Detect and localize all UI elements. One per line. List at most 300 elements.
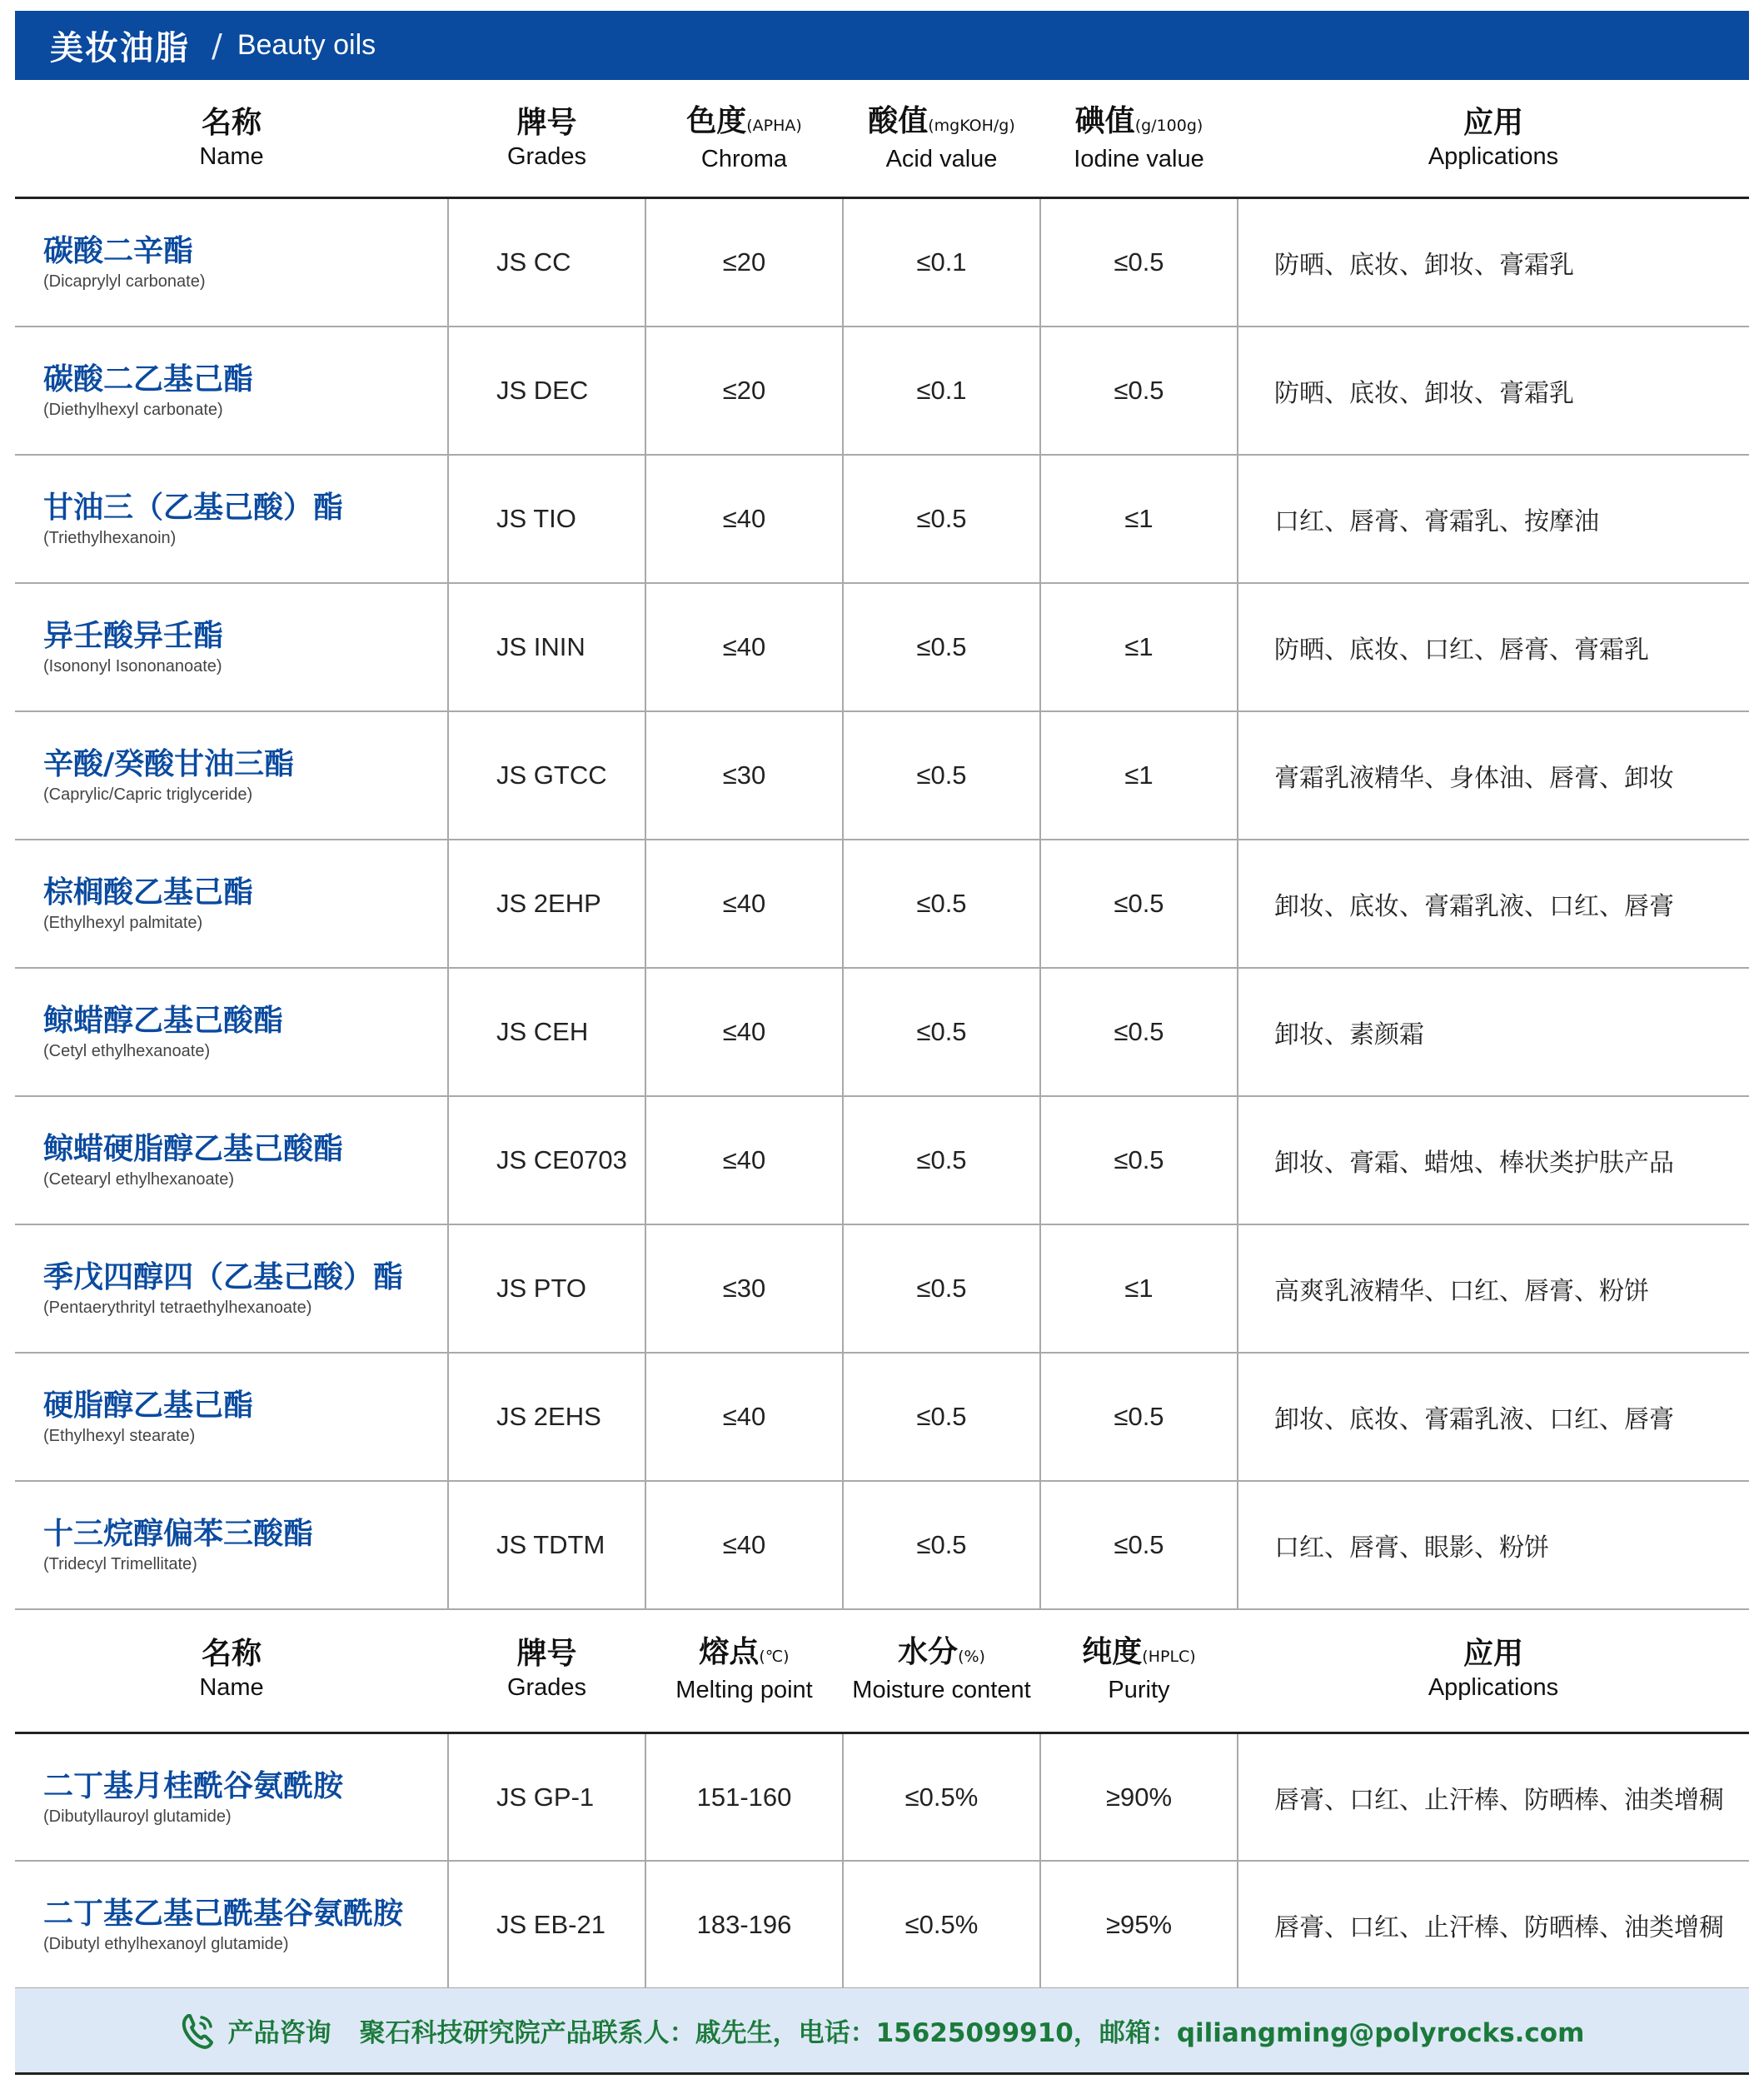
header-en: Acid value	[885, 145, 998, 172]
applications-cell: 卸妆、底妆、膏霜乳液、口红、唇膏	[1274, 892, 1674, 921]
header-en: Name	[199, 1674, 264, 1701]
spec-value: ≤0.5	[1114, 247, 1164, 277]
spec-value: ≤0.5	[916, 1145, 967, 1174]
header-en: Iodine value	[1074, 145, 1204, 172]
column-divider	[447, 1482, 449, 1608]
spec-value-cell	[843, 840, 1040, 967]
product-name-cell	[15, 327, 448, 454]
header-cell	[1040, 80, 1238, 197]
header-zh-text: 牌号	[516, 1637, 577, 1671]
column-divider	[842, 712, 844, 839]
contact-footer	[15, 1988, 1749, 2075]
applications-cell: 高爽乳液精华、口红、唇膏、粉饼	[1274, 1277, 1649, 1306]
product-name-cell	[15, 1097, 448, 1224]
page-banner	[15, 11, 1749, 80]
spec-value: ≤1	[1124, 1274, 1154, 1303]
column-divider	[645, 1482, 646, 1608]
header-en: Applications	[1428, 1674, 1559, 1701]
table-row	[15, 1354, 1749, 1482]
spec-value: ≤30	[722, 1274, 766, 1303]
spec-value-cell	[645, 712, 843, 839]
product-name-en: (Dicaprylyl carbonate)	[43, 272, 206, 291]
product-name-cell	[15, 1225, 448, 1352]
spec-value-cell	[1040, 1482, 1238, 1608]
spec-value: ≤0.5	[916, 1274, 967, 1303]
header-cell	[645, 80, 843, 197]
column-divider	[447, 1225, 449, 1352]
spec-value: ≤0.5	[916, 1402, 967, 1431]
product-name-en: (Tridecyl Trimellitate)	[43, 1555, 197, 1573]
header-en: Grades	[506, 143, 587, 170]
spec-value: ≤40	[722, 889, 766, 918]
column-divider	[447, 1862, 449, 1987]
header-cell	[843, 1607, 1040, 1732]
banner-title-zh: 美妆油脂	[50, 29, 190, 67]
header-zh-text: 牌号	[516, 106, 577, 140]
column-divider	[1237, 712, 1238, 839]
header-zh-text: 酸值	[868, 103, 929, 138]
column-divider	[1039, 1862, 1041, 1987]
product-name-cell	[15, 1354, 448, 1480]
product-name-cell	[15, 584, 448, 710]
header-en: Chroma	[700, 145, 788, 172]
product-name-cell	[15, 1734, 448, 1860]
grade-cell	[448, 1482, 645, 1608]
spec-value: ≤0.5%	[904, 1782, 979, 1812]
spec-value: ≤0.5	[1114, 889, 1164, 918]
product-name-zh: 鲸蜡硬脂醇乙基己酸酯	[43, 1132, 344, 1166]
header-cell	[448, 1607, 645, 1732]
product-name-cell	[15, 199, 448, 326]
column-divider	[1237, 456, 1238, 582]
product-name-zh: 碳酸二乙基己酯	[43, 362, 254, 396]
spec-value-cell	[1040, 969, 1238, 1095]
spec-value-cell	[1040, 199, 1238, 326]
spec-value: ≥95%	[1105, 1909, 1173, 1939]
spec-value-cell	[645, 840, 843, 967]
grade-cell	[448, 712, 645, 839]
header-zh	[202, 105, 262, 142]
column-divider	[842, 1862, 844, 1987]
column-divider	[645, 840, 646, 967]
header-zh-text: 熔点	[699, 1634, 760, 1669]
grade-cell	[448, 1225, 645, 1352]
spec-value: ≥90%	[1105, 1782, 1173, 1812]
spec-value-cell	[843, 584, 1040, 710]
spec-value: ≤0.5	[1114, 1145, 1164, 1174]
column-divider	[447, 712, 449, 839]
banner-title-en: Beauty oils	[237, 29, 376, 61]
column-divider	[1237, 1862, 1238, 1987]
spec-value: ≤20	[722, 376, 766, 405]
column-divider	[842, 1354, 844, 1480]
header-zh-text: 名称	[201, 1637, 262, 1671]
column-divider	[1039, 1482, 1041, 1608]
header-zh	[686, 103, 802, 144]
header-zh	[699, 1634, 789, 1675]
spec-value: ≤40	[722, 1530, 766, 1559]
grade-cell	[448, 327, 645, 454]
spec-value: ≤0.5	[1114, 376, 1164, 405]
banner-separator: /	[212, 27, 222, 64]
spec-value-cell	[1040, 1734, 1238, 1860]
header-zh-text: 水分	[898, 1634, 959, 1669]
product-name-en: (Diethylhexyl carbonate)	[43, 401, 223, 419]
spec-value-cell	[843, 1354, 1040, 1480]
header-unit: (mgKOH/g)	[928, 116, 1015, 135]
column-divider	[447, 969, 449, 1095]
spec-value-cell	[1040, 327, 1238, 454]
table-row	[15, 712, 1749, 840]
header-zh	[898, 1634, 985, 1675]
product-name-en: (Ethylhexyl palmitate)	[43, 914, 203, 932]
spec-value: ≤0.5	[916, 889, 967, 918]
header-zh-text: 应用	[1463, 106, 1523, 140]
column-divider	[1237, 840, 1238, 967]
product-name-en: (Triethylhexanoin)	[43, 529, 177, 547]
header-unit: (g/100g)	[1134, 116, 1203, 135]
column-divider	[645, 199, 646, 326]
product-name-en: (Cetearyl ethylhexanoate)	[43, 1170, 235, 1189]
spec-table-2	[15, 1607, 1749, 1989]
spec-value: ≤0.5	[916, 1530, 967, 1559]
column-divider	[645, 327, 646, 454]
header-en: Purity	[1108, 1676, 1170, 1703]
table-row	[15, 1862, 1749, 1989]
grade-value: JS 2EHS	[496, 1402, 601, 1431]
column-divider	[842, 1097, 844, 1224]
spec-value-cell	[645, 1862, 843, 1987]
grade-value: JS PTO	[496, 1274, 586, 1303]
spec-value-cell	[645, 1354, 843, 1480]
header-cell	[15, 1607, 448, 1732]
column-divider	[1039, 456, 1041, 582]
header-cell	[448, 80, 645, 197]
applications-cell: 卸妆、素颜霜	[1274, 1020, 1424, 1049]
spec-value: ≤0.1	[916, 247, 967, 277]
applications-cell: 卸妆、底妆、膏霜乳液、口红、唇膏	[1274, 1405, 1674, 1434]
product-name-en: (Dibutyllauroyl glutamide)	[43, 1807, 232, 1826]
applications-cell: 口红、唇膏、眼影、粉饼	[1274, 1533, 1549, 1563]
column-divider	[1237, 1225, 1238, 1352]
column-divider	[1039, 1354, 1041, 1480]
column-divider	[447, 456, 449, 582]
column-divider	[1237, 1097, 1238, 1224]
grade-value: JS GTCC	[496, 760, 607, 790]
spec-value: ≤40	[722, 504, 766, 533]
product-name-zh: 季戊四醇四（乙基己酸）酯	[43, 1260, 404, 1294]
spec-value: ≤0.5	[916, 1017, 967, 1046]
header-zh-text: 应用	[1463, 1637, 1523, 1671]
spec-value-cell	[1040, 456, 1238, 582]
header-zh-text: 碘值	[1074, 103, 1135, 138]
column-divider	[1039, 1734, 1041, 1860]
spec-value-cell	[645, 1482, 843, 1608]
product-name-en: (Caprylic/Capric triglyceride)	[43, 785, 253, 804]
column-divider	[842, 456, 844, 582]
header-zh-text: 名称	[201, 106, 262, 140]
product-name-cell	[15, 712, 448, 839]
spec-value: ≤40	[722, 632, 766, 661]
table-row	[15, 1734, 1749, 1862]
header-unit: (HPLC)	[1142, 1647, 1196, 1666]
grade-value: JS TIO	[496, 504, 576, 533]
header-zh	[1082, 1634, 1195, 1675]
product-name-cell	[15, 840, 448, 967]
spec-value: ≤0.5	[916, 632, 967, 661]
grade-value: JS CE0703	[496, 1145, 627, 1174]
product-name-zh: 碳酸二辛酯	[43, 234, 194, 268]
column-divider	[447, 584, 449, 710]
product-name-zh: 甘油三（乙基己酸）酯	[43, 491, 344, 525]
product-name-zh: 棕榈酸乙基己酯	[43, 875, 254, 910]
header-zh-text: 色度	[686, 103, 747, 138]
spec-value-cell	[1040, 1354, 1238, 1480]
footer-contact-text: 聚石科技研究院产品联系人：戚先生，电话：15625099910，邮箱：qiliangming@polyrocks.com	[359, 2018, 1585, 2048]
grade-value: JS 2EHP	[496, 889, 601, 918]
column-divider	[447, 1354, 449, 1480]
product-name-en: (Isononyl Isononanoate)	[43, 657, 222, 676]
column-divider	[645, 1225, 646, 1352]
spec-value-cell	[1040, 840, 1238, 967]
header-cell	[1238, 1607, 1749, 1732]
applications-cell: 防晒、底妆、卸妆、膏霜乳	[1274, 379, 1574, 408]
spec-value-cell	[843, 1734, 1040, 1860]
column-divider	[1039, 1097, 1041, 1224]
product-name-zh: 十三烷醇偏苯三酸酯	[43, 1517, 314, 1551]
grade-value: JS CC	[496, 247, 571, 277]
column-divider	[645, 1097, 646, 1224]
applications-cell: 唇膏、口红、止汗棒、防晒棒、油类增稠	[1274, 1785, 1724, 1815]
spec-value: ≤0.5	[916, 760, 967, 790]
grade-cell	[448, 969, 645, 1095]
spec-value: ≤20	[722, 247, 766, 277]
header-unit: (℃)	[759, 1647, 790, 1666]
column-divider	[1237, 969, 1238, 1095]
column-divider	[1039, 327, 1041, 454]
header-zh	[1463, 1636, 1523, 1673]
grade-value: JS GP-1	[496, 1782, 595, 1812]
product-name-cell	[15, 1862, 448, 1987]
grade-cell	[448, 1734, 645, 1860]
column-divider	[1237, 1354, 1238, 1480]
applications-cell: 唇膏、口红、止汗棒、防晒棒、油类增稠	[1274, 1912, 1724, 1942]
header-en: Moisture content	[852, 1676, 1031, 1703]
table-row	[15, 969, 1749, 1097]
spec-value-cell	[843, 712, 1040, 839]
spec-value-cell	[843, 456, 1040, 582]
grade-cell	[448, 456, 645, 582]
spec-value-cell	[843, 1225, 1040, 1352]
spec-value-cell	[645, 584, 843, 710]
spec-value-cell	[645, 1097, 843, 1224]
applications-cell: 膏霜乳液精华、身体油、唇膏、卸妆	[1274, 764, 1674, 793]
header-cell	[15, 80, 448, 197]
table-row	[15, 327, 1749, 456]
spec-value-cell	[1040, 1225, 1238, 1352]
spec-value-cell	[843, 327, 1040, 454]
spec-value-cell	[843, 969, 1040, 1095]
column-divider	[645, 1734, 646, 1860]
header-zh	[202, 1636, 262, 1673]
header-zh	[868, 103, 1015, 144]
column-divider	[1039, 712, 1041, 839]
column-divider	[842, 327, 844, 454]
spec-table-1	[15, 80, 1749, 1610]
column-divider	[842, 1734, 844, 1860]
grade-cell	[448, 1097, 645, 1224]
spec-value: ≤1	[1124, 760, 1154, 790]
grade-value: JS DEC	[496, 376, 589, 405]
applications-cell: 防晒、底妆、卸妆、膏霜乳	[1274, 251, 1574, 280]
header-cell	[843, 80, 1040, 197]
spec-value: ≤0.1	[916, 376, 967, 405]
spec-value-cell	[645, 199, 843, 326]
spec-value-cell	[843, 1097, 1040, 1224]
header-zh	[516, 105, 576, 142]
spec-value: ≤30	[722, 760, 766, 790]
column-divider	[447, 840, 449, 967]
applications-cell: 卸妆、膏霜、蜡烛、棒状类护肤产品	[1274, 1149, 1674, 1178]
grade-value: JS TDTM	[496, 1530, 605, 1559]
footer-label: 产品咨询	[227, 2018, 331, 2048]
table-row	[15, 840, 1749, 969]
column-divider	[1237, 199, 1238, 326]
header-zh	[1075, 103, 1203, 144]
header-en: Name	[199, 143, 264, 170]
product-name-cell	[15, 456, 448, 582]
column-divider	[447, 327, 449, 454]
table-row	[15, 1482, 1749, 1610]
spec-value-cell	[843, 199, 1040, 326]
product-name-zh: 二丁基月桂酰谷氨酰胺	[43, 1768, 344, 1803]
spec-value: 151-160	[696, 1782, 792, 1812]
header-zh	[516, 1636, 576, 1673]
spec-value: ≤1	[1124, 504, 1154, 533]
column-divider	[645, 456, 646, 582]
column-divider	[447, 199, 449, 326]
applications-cell: 口红、唇膏、膏霜乳、按摩油	[1274, 507, 1599, 536]
column-divider	[645, 969, 646, 1095]
column-divider	[842, 1482, 844, 1608]
column-divider	[842, 584, 844, 710]
header-cell	[645, 1607, 843, 1732]
grade-cell	[448, 584, 645, 710]
product-name-zh: 辛酸/癸酸甘油三酯	[43, 747, 295, 781]
table-row	[15, 1097, 1749, 1225]
spec-value: ≤40	[722, 1017, 766, 1046]
spec-value: ≤0.5	[916, 504, 967, 533]
spec-value-cell	[843, 1482, 1040, 1608]
header-unit: (APHA)	[746, 116, 802, 135]
grade-cell	[448, 199, 645, 326]
grade-cell	[448, 840, 645, 967]
spec-value-cell	[1040, 1862, 1238, 1987]
column-divider	[842, 199, 844, 326]
header-cell	[1238, 80, 1749, 197]
table-row	[15, 1225, 1749, 1354]
spec-value-cell	[645, 1734, 843, 1860]
product-name-en: (Pentaerythrityl tetraethylhexanoate)	[43, 1299, 312, 1317]
grade-value: JS CEH	[496, 1017, 589, 1046]
column-divider	[1039, 584, 1041, 710]
grade-cell	[448, 1862, 645, 1987]
column-divider	[645, 584, 646, 710]
spec-value-cell	[843, 1862, 1040, 1987]
column-divider	[1237, 1734, 1238, 1860]
spec-value-cell	[645, 327, 843, 454]
header-cell	[1040, 1607, 1238, 1732]
product-name-zh: 鲸蜡醇乙基己酸酯	[43, 1004, 284, 1038]
spec-value: ≤1	[1124, 632, 1154, 661]
table-row	[15, 456, 1749, 584]
column-divider	[1237, 584, 1238, 710]
spec-value: ≤40	[722, 1145, 766, 1174]
phone-icon	[180, 2011, 217, 2051]
table-header	[15, 1607, 1749, 1734]
grade-value: JS EB-21	[496, 1909, 605, 1939]
column-divider	[1039, 840, 1041, 967]
product-name-zh: 硬脂醇乙基己酯	[43, 1389, 254, 1423]
spec-value-cell	[645, 969, 843, 1095]
applications-cell: 防晒、底妆、口红、唇膏、膏霜乳	[1274, 636, 1649, 665]
column-divider	[447, 1097, 449, 1224]
spec-value-cell	[1040, 1097, 1238, 1224]
spec-value: ≤0.5	[1114, 1017, 1164, 1046]
spec-value-cell	[645, 1225, 843, 1352]
column-divider	[1237, 1482, 1238, 1608]
product-name-en: (Cetyl ethylhexanoate)	[43, 1042, 211, 1060]
column-divider	[842, 969, 844, 1095]
table-row	[15, 199, 1749, 327]
header-zh-text: 纯度	[1082, 1634, 1143, 1669]
spec-value: ≤0.5	[1114, 1402, 1164, 1431]
product-name-zh: 二丁基乙基己酰基谷氨酰胺	[43, 1896, 404, 1931]
header-en: Applications	[1428, 143, 1559, 170]
header-en: Melting point	[675, 1676, 813, 1703]
product-name-en: (Dibutyl ethylhexanoyl glutamide)	[43, 1934, 289, 1953]
column-divider	[645, 712, 646, 839]
product-name-zh: 异壬酸异壬酯	[43, 619, 224, 653]
product-name-cell	[15, 969, 448, 1095]
column-divider	[842, 1225, 844, 1352]
column-divider	[842, 840, 844, 967]
spec-value: ≤40	[722, 1402, 766, 1431]
column-divider	[1039, 969, 1041, 1095]
column-divider	[1237, 327, 1238, 454]
header-unit: (%)	[958, 1647, 985, 1666]
column-divider	[447, 1734, 449, 1860]
column-divider	[1039, 1225, 1041, 1352]
table-row	[15, 584, 1749, 712]
spec-value-cell	[1040, 584, 1238, 710]
column-divider	[1039, 199, 1041, 326]
spec-value-cell	[1040, 712, 1238, 839]
grade-value: JS ININ	[496, 632, 586, 661]
header-en: Grades	[506, 1674, 587, 1701]
product-name-en: (Ethylhexyl stearate)	[43, 1427, 196, 1445]
product-name-cell	[15, 1482, 448, 1608]
spec-value-cell	[645, 456, 843, 582]
grade-cell	[448, 1354, 645, 1480]
spec-value: ≤0.5	[1114, 1530, 1164, 1559]
table-header	[15, 80, 1749, 199]
spec-value: ≤0.5%	[904, 1909, 979, 1939]
header-zh	[1463, 105, 1523, 142]
spec-value: 183-196	[696, 1909, 792, 1939]
column-divider	[645, 1862, 646, 1987]
column-divider	[645, 1354, 646, 1480]
